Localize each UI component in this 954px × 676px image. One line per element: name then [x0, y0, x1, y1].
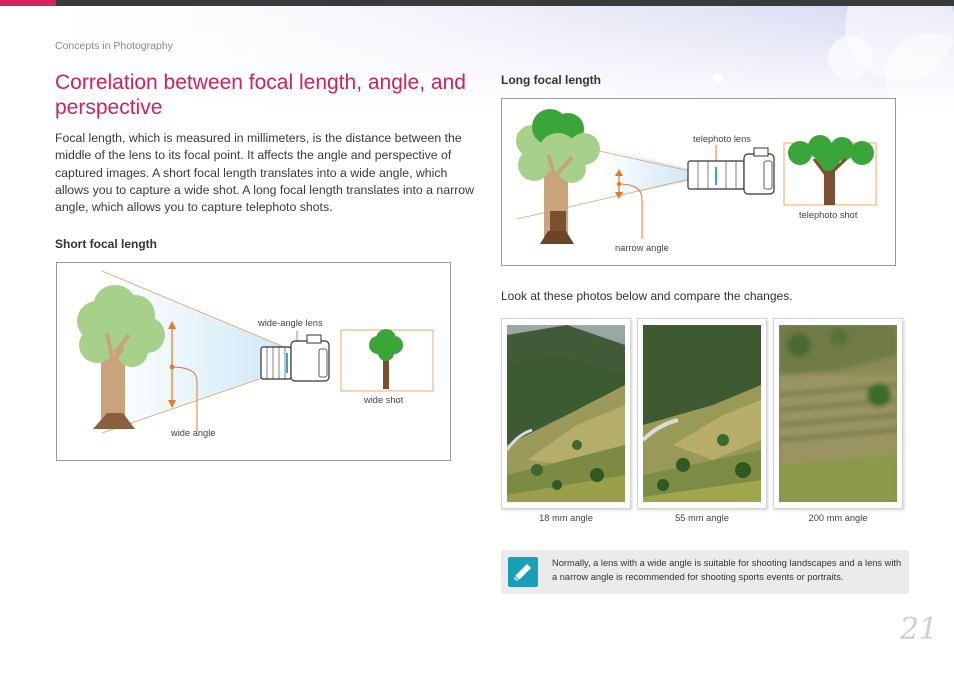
note-text: Normally, a lens with a wide angle is suitable for shooting landscapes and a lens with a narrow angle is recommended for shooting sports events or portraits.	[552, 558, 902, 582]
photo-55mm	[637, 318, 767, 509]
narrow-angle-label: narrow angle	[615, 243, 669, 253]
photo-caption-200mm: 200 mm angle	[808, 513, 868, 523]
photo-18mm	[501, 318, 631, 509]
wide-angle-lens-label: wide-angle lens	[258, 318, 323, 328]
camera-illustration	[688, 148, 774, 194]
breadcrumb: Concepts in Photography	[55, 40, 173, 52]
telephoto-lens-label: telephoto lens	[693, 134, 751, 144]
tree-illustration	[516, 109, 600, 244]
photo-caption-18mm: 18 mm angle	[539, 513, 593, 523]
intro-paragraph: Focal length, which is measured in millimeters, is the distance between the middle of the lens to its focal point. It affects the angle and perspective of captured images. A short focal length translates into a wide angle, which allows you to capture a wide shot. A long focal length translates into a narrow angle, which allows you to capture telephoto shots.	[55, 131, 475, 215]
note-pencil-icon	[508, 557, 538, 587]
telephoto-shot-label: telephoto shot	[799, 210, 858, 220]
photo-200mm	[773, 318, 903, 509]
comparison-intro: Look at these photos below and compare the changes.	[501, 289, 793, 303]
page-title: Correlation between focal length, angle, and perspective	[55, 71, 466, 119]
wide-angle-label: wide angle	[171, 428, 216, 438]
wide-shot-label: wide shot	[364, 395, 404, 405]
short-focal-diagram	[56, 262, 451, 461]
long-focal-heading: Long focal length	[501, 73, 601, 87]
short-focal-heading: Short focal length	[55, 237, 157, 251]
long-focal-diagram	[501, 98, 896, 266]
page-number: 21	[899, 612, 938, 647]
note-box	[501, 550, 909, 594]
photo-caption-55mm: 55 mm angle	[675, 513, 729, 523]
